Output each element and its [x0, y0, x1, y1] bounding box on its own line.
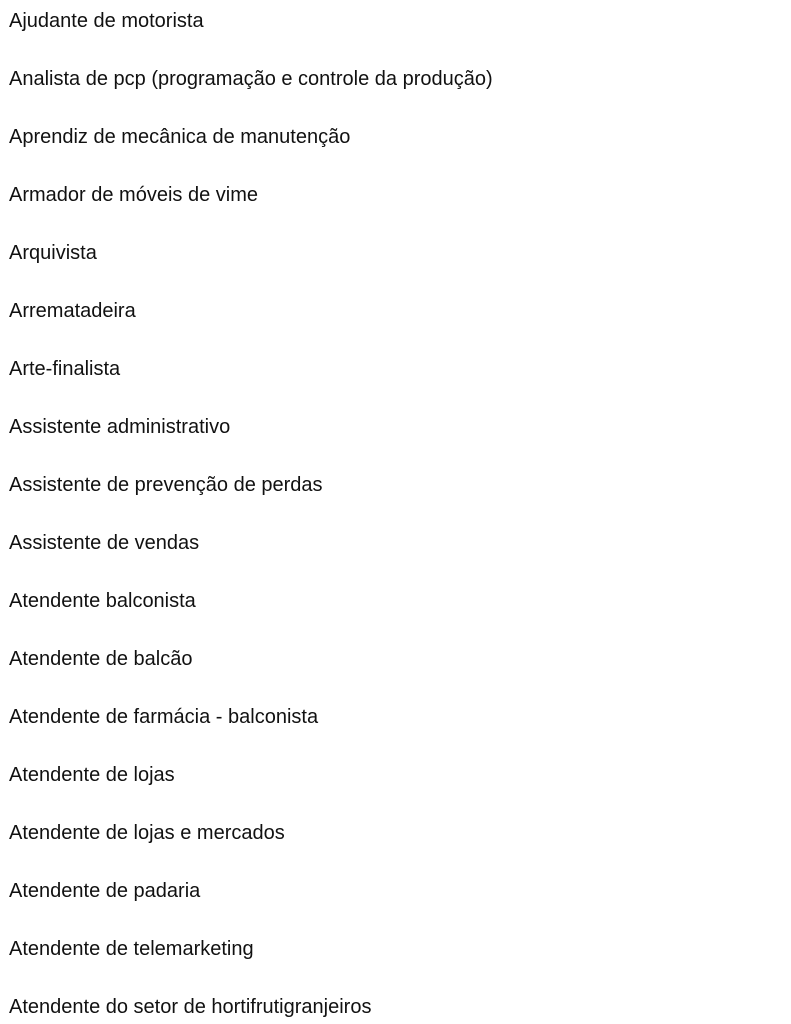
list-item: Assistente administrativo — [9, 416, 231, 438]
list-item: Arte-finalista — [9, 358, 121, 380]
list-item: Atendente de telemarketing — [9, 938, 254, 960]
list-item: Atendente do setor de hortifrutigranjeiros — [9, 996, 372, 1018]
list-item: Aprendiz de mecânica de manutenção — [9, 126, 351, 148]
list-item: Atendente de lojas e mercados — [9, 822, 285, 844]
list-item: Assistente de vendas — [9, 532, 200, 554]
list-item: Armador de móveis de vime — [9, 184, 258, 206]
list-item: Atendente de padaria — [9, 880, 201, 902]
list-item: Arrematadeira — [9, 300, 136, 322]
list-item: Atendente de farmácia - balconista — [9, 706, 319, 728]
list-item: Arquivista — [9, 242, 97, 264]
list-item: Atendente balconista — [9, 590, 196, 612]
list-item: Analista de pcp (programação e controle da produção) — [9, 68, 493, 90]
list-item: Ajudante de motorista — [9, 10, 204, 32]
list-item: Assistente de prevenção de perdas — [9, 474, 323, 496]
list-item: Atendente de lojas — [9, 764, 175, 786]
list-item: Atendente de balcão — [9, 648, 193, 670]
